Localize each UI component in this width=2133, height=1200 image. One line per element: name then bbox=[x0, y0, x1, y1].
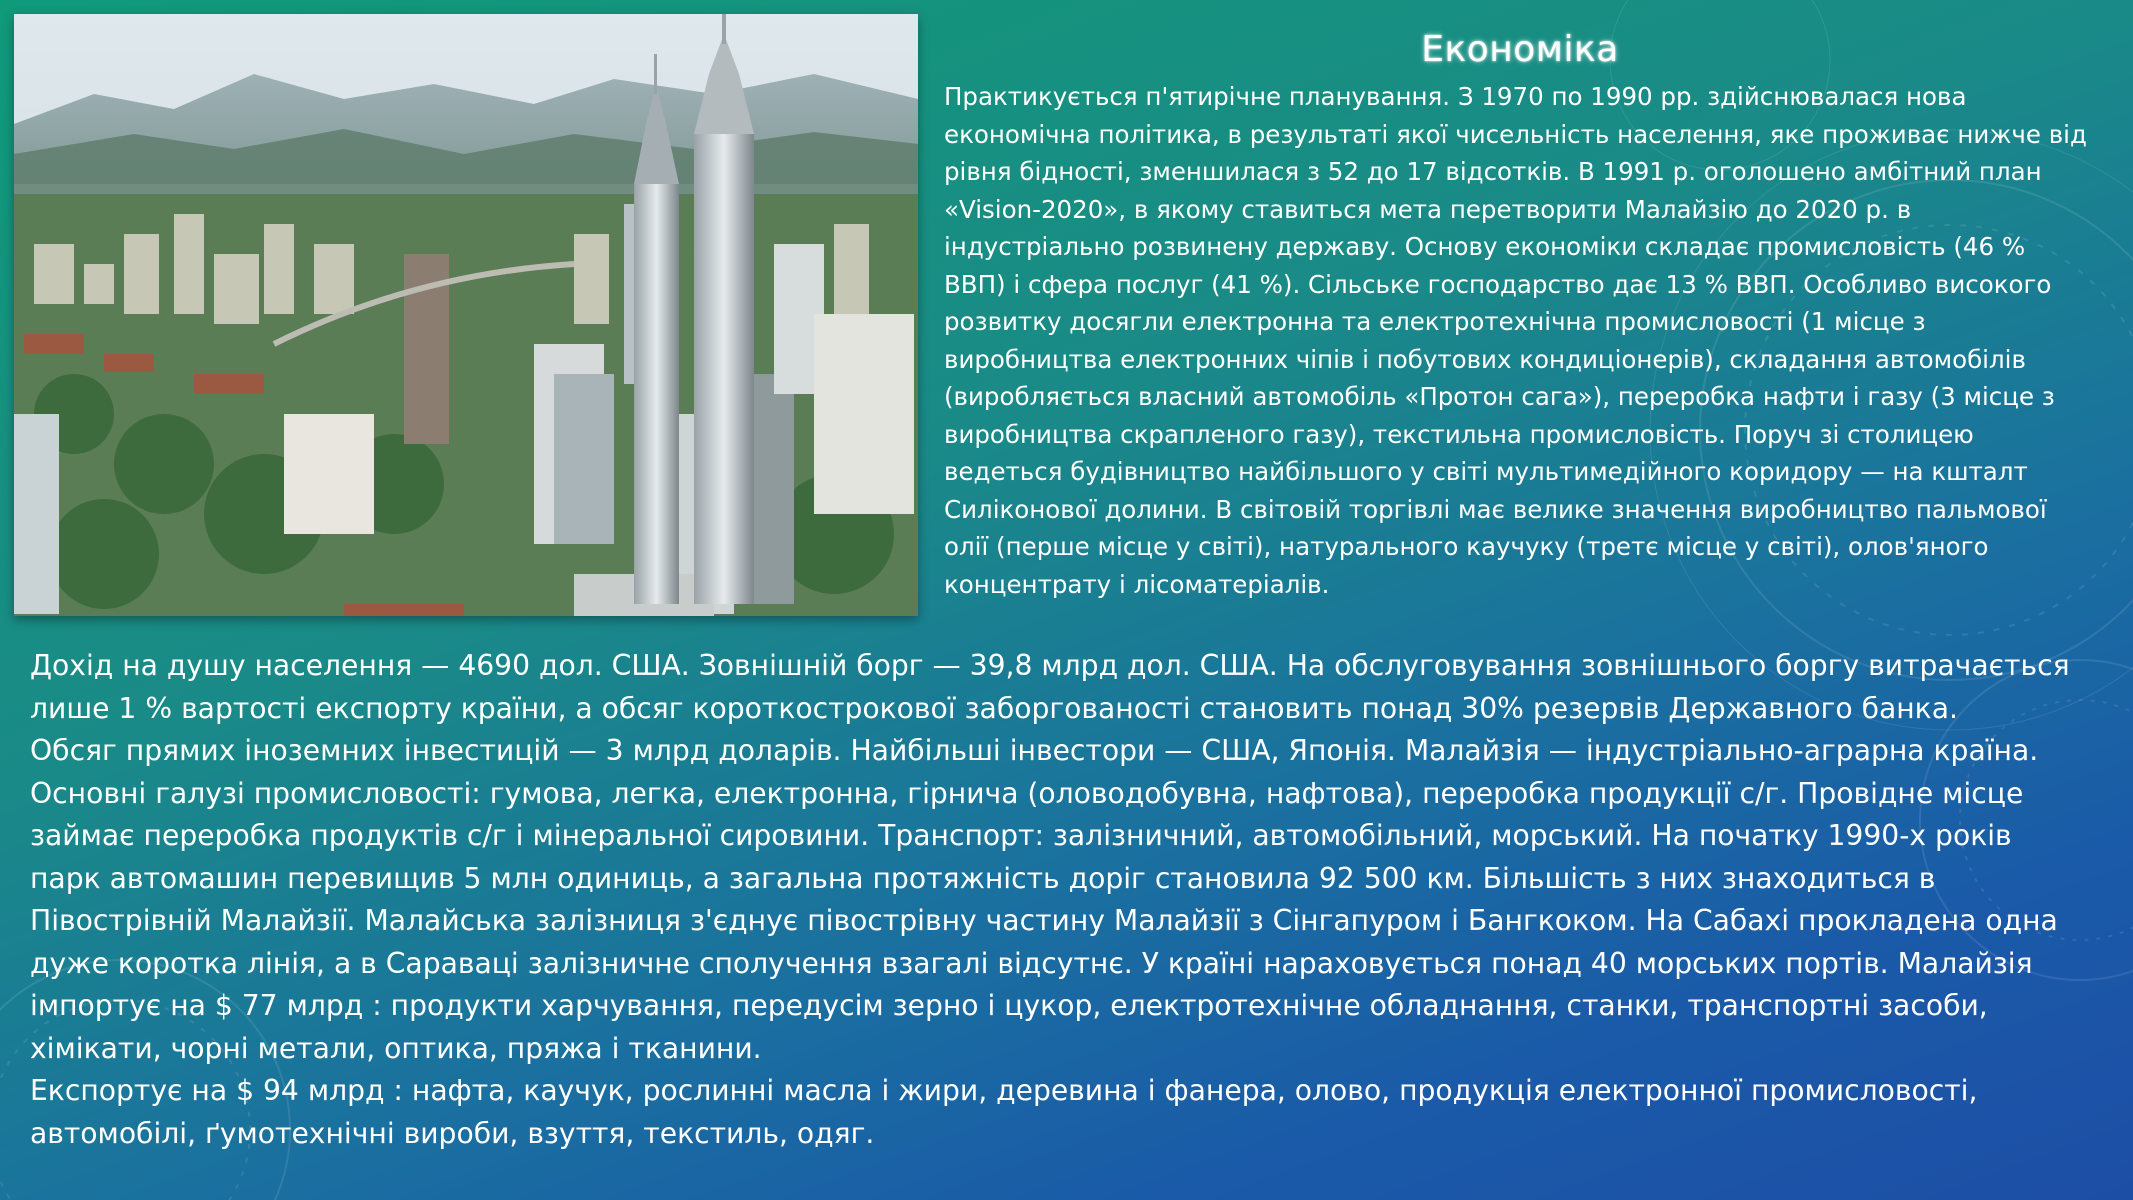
slide-title: Економіка bbox=[1421, 29, 1619, 70]
economy-overview-paragraph: Практикується п'ятирічне планування. З 1970 по 1990 рр. здійснювалася нова економічна політика, в результаті якої чисельність населення, яке проживає нижче від рівня бідності, зменшилася з 52 до 17 відсотків. В 1991 р. оголошено амбітний план «Vision-2020», в якому ставиться мета перетворити Малайзію до 2020 р. в індустріально розвинену державу. Основу економіки складає промисловість (46 % ВВП) і сфера послуг (41 %). Сільське господарство дає 13 % ВВП. Особливо високого розвитку досягли електронна та електротехнічна промисловості (1 місце з виробництва електронних чіпів і побутових кондиціонерів), складання автомобілів (виробляється власний автомобіль «Протон сага»), переробка нафти і газу (3 місце з виробництва скрапленого газу), текстильна промисловість. Поруч зі столицею ведеться будівництво найбільшого у світі мультимедійного коридору — на кшталт Силіконової долини. В світовій торгівлі має велике значення виробництво пальмової олії (перше місце у світі), натурального каучуку (третє місце у світі), олов'яного концентрату і лісоматеріалів. bbox=[944, 82, 2087, 599]
economy-details-paragraph: Дохід на душу населення — 4690 дол. США. Зовнішній борг — 39,8 млрд дол. США. На обслуговування зовнішнього боргу витрачається лише 1 % вартості експорту країни, а обсяг короткострокової заборгованості становить понад 30% резервів Державного банка. Обсяг прямих іноземних інвестицій — 3 млрд доларів. Найбільші інвестори — США, Японія. Малайзія — індустріально-аграрна країна. Основні галузі промисловості: гумова, легка, електронна, гірнича (оловодобувна, нафтова), переробка продукції с/г. Провідне місце займає переробка продуктів с/г і мінеральної сировини. Транспорт: залізничний, автомобільний, морський. На початку 1990-х років парк автомашин перевищив 5 млн одиниць, а загальна протяжність доріг становила 92 500 км. Більшість з них знаходиться в Півострівній Малайзії. Малайська залізниця з'єднує півострівну частину Малайзії з Сінгапуром і Бангкоком. На Сабахі прокладена одна дуже коротка лінія, а в Сараваці залізничне сполучення взагалі відсутнє. У країні нараховується понад 40 морських портів. Малайзія імпортує на $ 77 млрд : продукти харчування, передусім зерно і цукор, електротехнічне обладнання, станки, транспортні засоби, хімікати, чорні метали, оптика, пряжа і тканини. Експортує на $ 94 млрд : нафта, каучук, рослинні масла і жири, деревина і фанера, олово, продукція електронної промисловості, автомобілі, ґумотехнічні вироби, взуття, текстиль, одяг. bbox=[30, 649, 2070, 1150]
city-skyline-photo bbox=[14, 14, 918, 616]
